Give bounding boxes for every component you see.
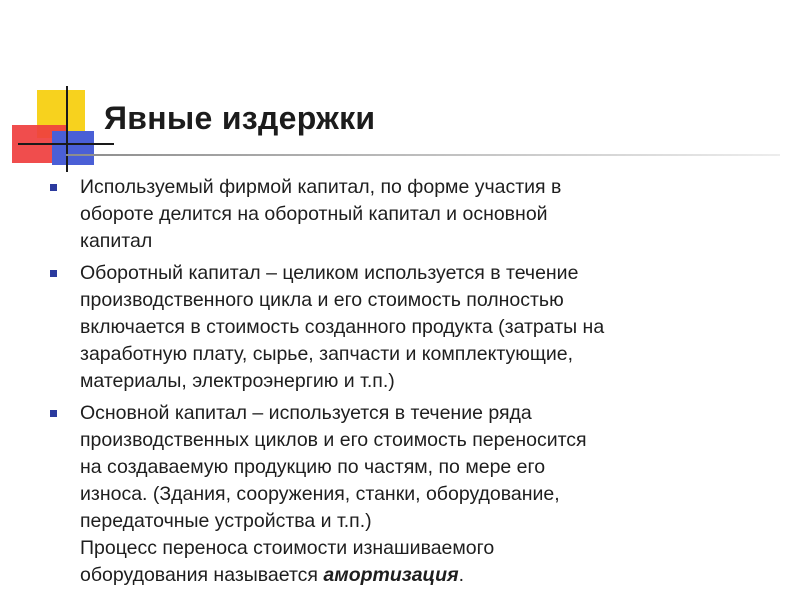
text-line: на создаваемую продукцию по частям, по мере его	[80, 456, 546, 478]
square-bullet-icon	[50, 270, 57, 277]
decor-horizontal-line	[18, 143, 114, 145]
square-bullet-icon	[50, 410, 57, 417]
bullet-item	[50, 260, 798, 395]
decor-vertical-line	[66, 86, 68, 172]
text-line: включается в стоимость созданного продукта (затраты на	[80, 316, 605, 338]
square-bullet-icon	[50, 184, 57, 191]
bullet-item	[50, 400, 798, 589]
text-line: износа. (Здания, сооружения, станки, оборудование,	[80, 483, 560, 505]
text-line: материалы, электроэнергию и т.п.)	[80, 370, 395, 392]
slide-title: Явные издержки	[104, 100, 376, 136]
text-line: Процесс переноса стоимости изнашиваемого	[80, 537, 495, 559]
title-underline	[66, 154, 780, 156]
key-term: амортизация	[323, 564, 459, 586]
decor-blue-square	[52, 131, 94, 165]
text-line: капитал	[80, 230, 153, 252]
bullet-list	[50, 174, 798, 594]
text-line: заработную плату, сырье, запчасти и комплектующие,	[80, 343, 574, 365]
text-line: производственного цикла и его стоимость полностью	[80, 289, 564, 311]
text-line-final	[80, 562, 798, 589]
text-line: обороте делится на оборотный капитал и основной	[80, 203, 548, 225]
text-line: производственных циклов и его стоимость переносится	[80, 429, 587, 451]
text-prefix: оборудования называется	[80, 564, 324, 586]
text-line: передаточные устройства и т.п.)	[80, 510, 372, 532]
text-suffix: .	[458, 564, 464, 586]
text-line: Используемый фирмой капитал, по форме участия в	[80, 176, 562, 198]
text-line: Оборотный капитал – целиком используется в течение	[80, 262, 579, 284]
bullet-item	[50, 174, 798, 255]
text-line: Основной капитал – используется в течение ряда	[80, 402, 532, 424]
